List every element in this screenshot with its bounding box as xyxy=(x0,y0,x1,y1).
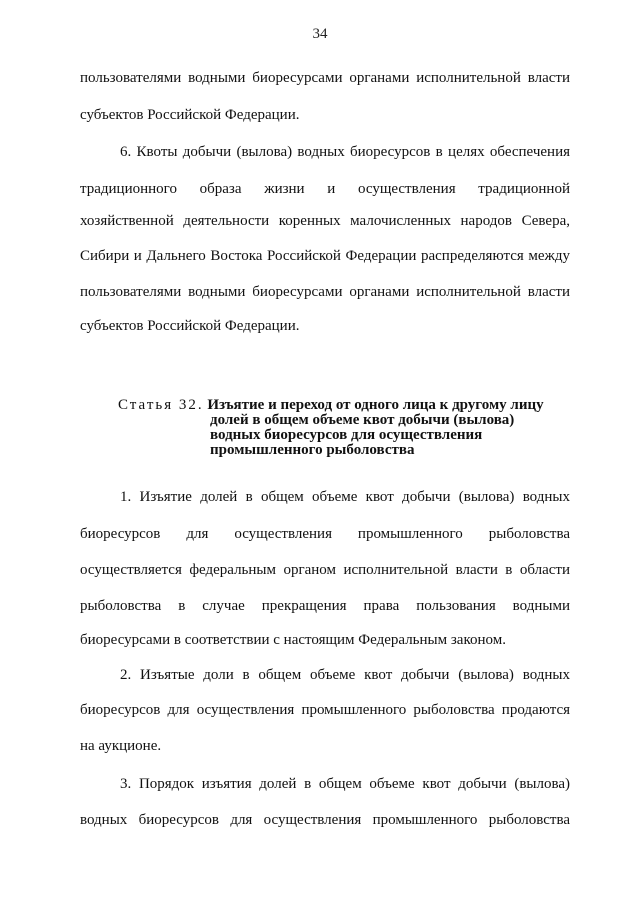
article-heading xyxy=(118,398,578,458)
article-title-line: долей в общем объеме квот добычи (вылова) xyxy=(210,412,515,428)
paragraph-line: Сибири и Дальнего Востока Российской Федерации распределяются между xyxy=(80,248,570,264)
paragraph-line: водных биоресурсов для осуществления промышленного рыболовства xyxy=(80,812,570,828)
paragraph-line: рыболовства в случае прекращения права пользования водными xyxy=(80,598,570,614)
paragraph-line: биоресурсов для осуществления промышленного рыболовства xyxy=(80,526,570,542)
paragraph-line: 2. Изъятые доли в общем объеме квот добычи (вылова) водных xyxy=(120,667,570,683)
paragraph-line: 6. Квоты добычи (вылова) водных биоресурсов в целях обеспечения xyxy=(120,144,570,160)
paragraph-line: осуществляется федеральным органом исполнительной власти в области xyxy=(80,562,570,578)
article-title-line: Изъятие и переход от одного лица к другому лицу xyxy=(207,397,544,413)
paragraph-line: субъектов Российской Федерации. xyxy=(80,107,300,123)
paragraph-line: 1. Изъятие долей в общем объеме квот добычи (вылова) водных xyxy=(120,489,570,505)
paragraph-line: на аукционе. xyxy=(80,738,162,754)
paragraph-line: биоресурсами в соответствии с настоящим Федеральным законом. xyxy=(80,632,506,648)
page-number: 34 xyxy=(312,26,328,42)
article-number: Статья 32. xyxy=(118,397,204,413)
paragraph-line: пользователями водными биоресурсами органами исполнительной власти xyxy=(80,284,570,300)
paragraph-line: традиционного образа жизни и осуществления традиционной xyxy=(80,181,570,197)
article-title-line: промышленного рыболовства xyxy=(210,442,415,458)
paragraph-line: субъектов Российской Федерации. xyxy=(80,318,300,334)
article-title-line: водных биоресурсов для осуществления xyxy=(210,427,483,443)
paragraph-line: хозяйственной деятельности коренных малочисленных народов Севера, xyxy=(80,213,570,229)
paragraph-line: биоресурсов для осуществления промышленного рыболовства продаются xyxy=(80,702,570,718)
paragraph-line: 3. Порядок изъятия долей в общем объеме квот добычи (вылова) xyxy=(120,776,570,792)
paragraph-line: пользователями водными биоресурсами органами исполнительной власти xyxy=(80,70,570,86)
